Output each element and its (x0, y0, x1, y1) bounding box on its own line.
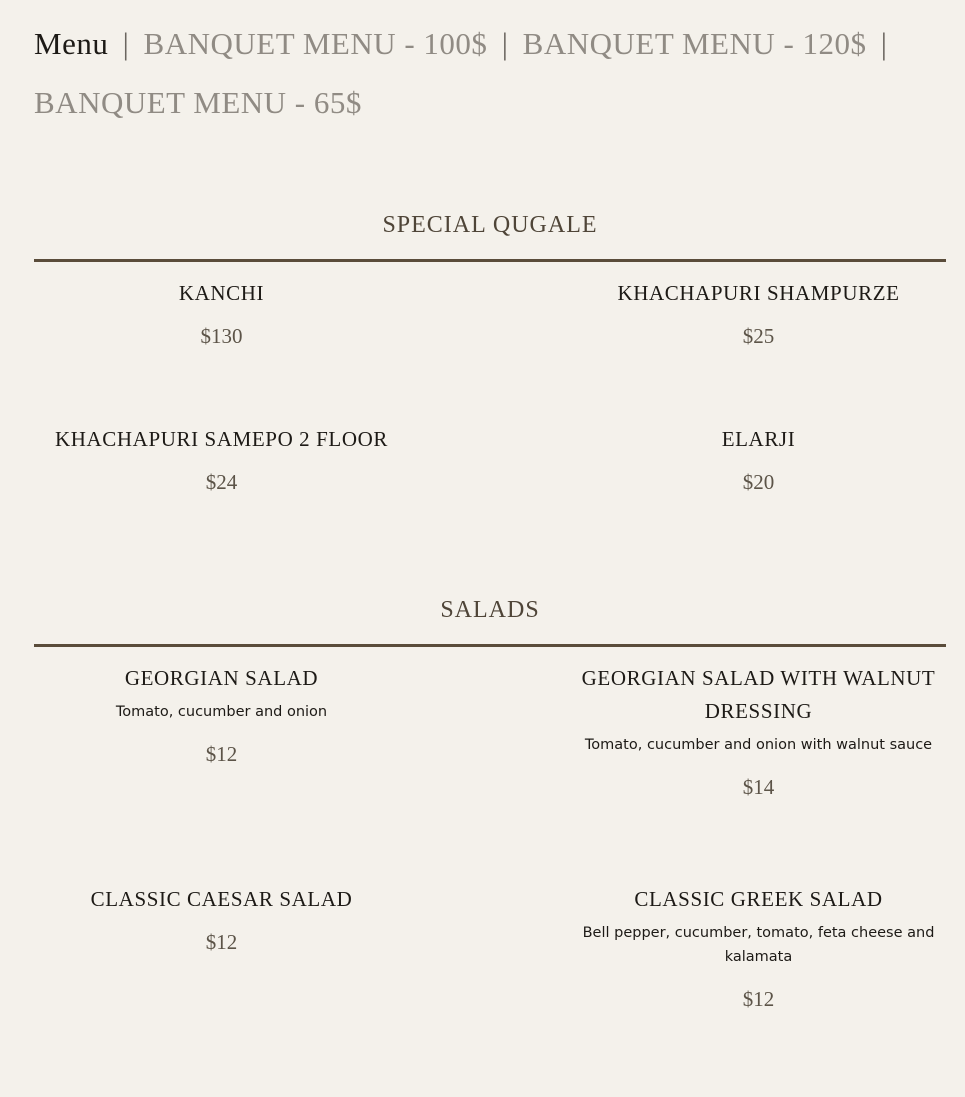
item-name: GEORGIAN SALAD WITH WALNUT DRESSING (581, 666, 936, 723)
nav-link-banquet-100[interactable]: BANQUET MENU - 100$ (143, 26, 488, 61)
item-name: ELARJI (721, 427, 796, 451)
item-price: $24 (205, 470, 238, 494)
menu-item (34, 423, 409, 495)
menu-item (34, 883, 409, 955)
menu-nav (34, 14, 934, 132)
item-price: $20 (742, 470, 775, 494)
menu-item (571, 883, 946, 1012)
nav-separator: | (122, 26, 130, 61)
section-divider (34, 259, 946, 262)
item-name: GEORGIAN SALAD (124, 666, 319, 690)
item-price: $12 (205, 930, 238, 954)
item-name: CLASSIC CAESAR SALAD (90, 887, 353, 911)
menu-item (34, 277, 409, 349)
menu-item (34, 662, 409, 767)
item-price: $14 (742, 775, 775, 799)
item-name: KANCHI (178, 281, 265, 305)
item-description: Tomato, cucumber and onion with walnut sauce (584, 737, 933, 753)
item-price: $25 (742, 324, 775, 348)
menu-item (571, 277, 946, 349)
item-price: $130 (200, 324, 243, 348)
nav-link-banquet-65[interactable]: BANQUET MENU - 65$ (34, 85, 362, 120)
menu-item (571, 423, 946, 495)
nav-separator: | (501, 26, 509, 61)
nav-link-banquet-120[interactable]: BANQUET MENU - 120$ (522, 26, 867, 61)
item-name: KHACHAPURI SAMEPO 2 FLOOR (55, 427, 388, 451)
menu-item (571, 662, 946, 800)
item-description: Tomato, cucumber and onion (115, 704, 328, 720)
item-description: Bell pepper, cucumber, tomato, feta cheese and kalamata (582, 925, 935, 965)
item-name: CLASSIC GREEK SALAD (634, 887, 883, 911)
item-name: KHACHAPURI SHAMPURZE (617, 281, 900, 305)
section-divider (34, 644, 946, 647)
item-price: $12 (742, 987, 775, 1011)
item-price: $12 (205, 742, 238, 766)
section-title-special-qugale: SPECIAL QUGALE (382, 212, 598, 238)
nav-current-menu[interactable]: Menu (34, 26, 109, 61)
nav-separator: | (880, 26, 888, 61)
section-title-salads: SALADS (440, 597, 540, 623)
